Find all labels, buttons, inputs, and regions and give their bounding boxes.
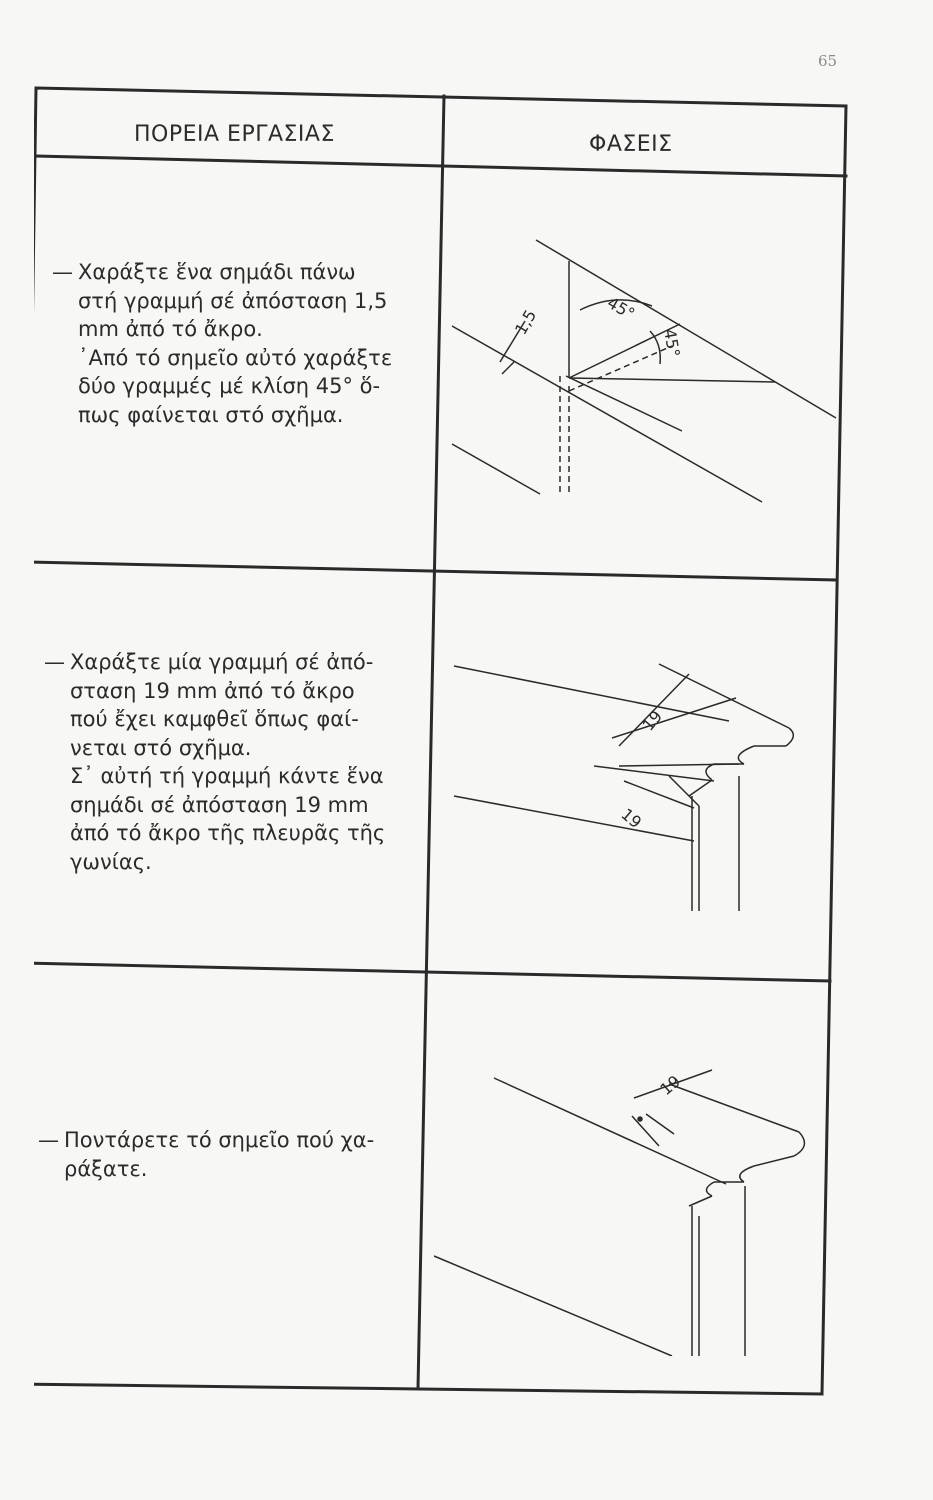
step-2-text: [44, 648, 410, 876]
step-3-dim-top-label: 19: [656, 1071, 685, 1100]
header-phases: ΦΑΣΕΙΣ: [589, 132, 673, 157]
step-3-line: Ποντάρετε τό σημεῖο πού χα-: [64, 1128, 375, 1152]
step-3-text: [38, 1126, 404, 1183]
step-1-line: ᾿Από τό σημεῖο αὐτό χαράξτε: [78, 345, 393, 370]
step-1-offset-label: 1,5: [511, 306, 541, 338]
step-2-line: πού ἔχει καμφθεῖ ὅπως φαί-: [70, 707, 359, 731]
step-1-line: δύο γραμμές μέ κλίση 45° ὅ-: [78, 374, 381, 398]
step-1-angle-b-label: 45°: [660, 327, 684, 359]
page-number: 65: [818, 52, 838, 70]
step-2-line: ἀπό τό ἄκρο τῆς πλευρᾶς τῆς: [70, 821, 386, 845]
row-divider-2: [34, 963, 830, 981]
step-2-dim-side-label: 19: [617, 804, 646, 833]
step-3-figure: [434, 1056, 829, 1356]
step-1-dash: —: [52, 260, 73, 284]
step-2-line: νεται στό σχῆμα.: [70, 735, 252, 760]
step-2-line: σταση 19 mm ἀπό τό ἄκρο: [70, 678, 355, 703]
step-1-line: πως φαίνεται στό σχῆμα.: [78, 402, 344, 427]
step-2-line: γωνίας.: [70, 849, 152, 874]
step-1-line: στή γραμμή σέ ἀπόσταση 1,5: [78, 288, 388, 313]
step-1-figure: [440, 226, 840, 516]
step-1-text: [52, 258, 418, 429]
step-2-line: Σ᾿ αὐτή τή γραμμή κάντε ἕνα: [70, 764, 384, 788]
step-2-line: Χαράξτε μία γραμμή σέ ἀπό-: [70, 650, 374, 674]
step-2-figure: [444, 646, 839, 946]
step-2-dash: —: [44, 650, 65, 674]
worksheet-table: [34, 86, 848, 1396]
header-procedure: ΠΟΡΕΙΑ ΕΡΓΑΣΙΑΣ: [134, 122, 335, 147]
step-2-line: σημάδι σέ ἀπόσταση 19 mm: [70, 792, 369, 817]
step-1-line: mm ἀπό τό ἄκρο.: [78, 317, 263, 341]
step-3-dash: —: [38, 1128, 59, 1152]
step-2-dim-top-label: 19: [638, 706, 667, 735]
step-1-angle-a-label: 45°: [604, 293, 639, 324]
step-1-line: Χαράξτε ἕνα σημάδι πάνω: [78, 260, 356, 284]
step-3-line: ράξατε.: [64, 1156, 148, 1181]
